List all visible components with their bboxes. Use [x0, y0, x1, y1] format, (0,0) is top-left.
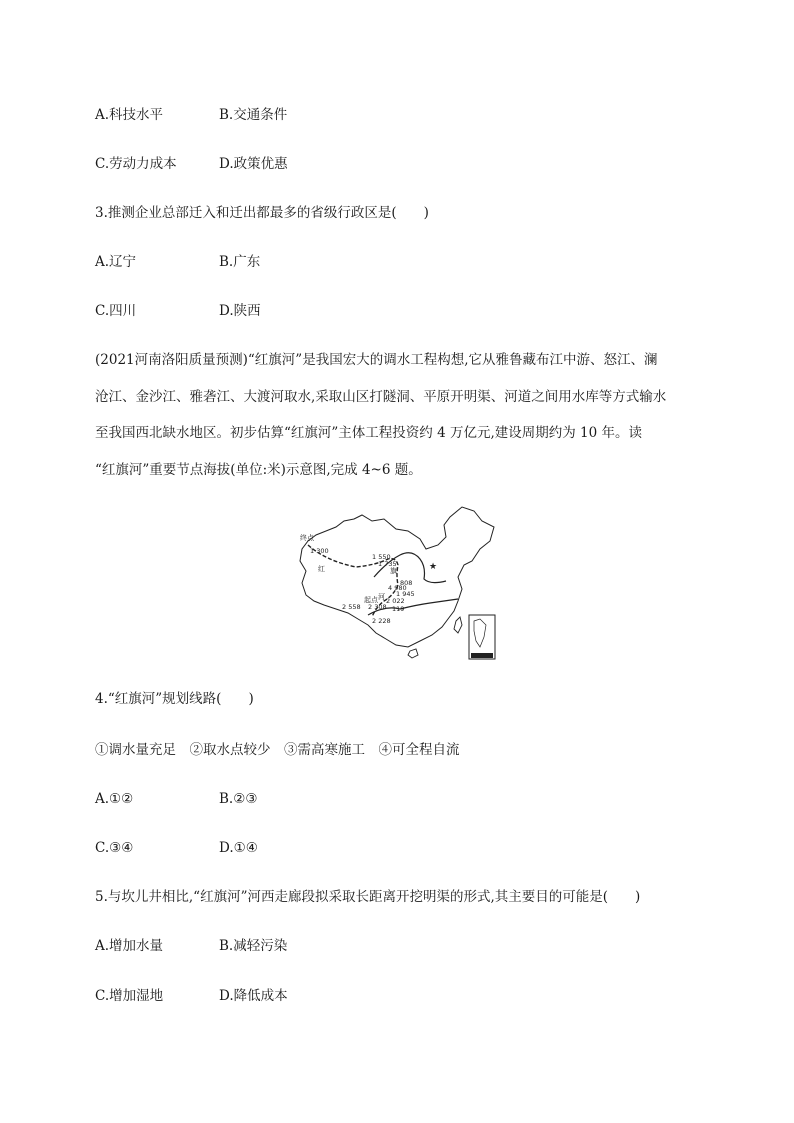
q2-option-b: B.交通条件 [219, 107, 288, 123]
q4-choices: ①调水量充足 ②取水点较少 ③需高寒施工 ④可全程自流 [95, 742, 460, 758]
q2-option-c: C.劳动力成本 [95, 156, 177, 172]
q4-option-b: B.②③ [219, 791, 258, 807]
map-elev-2308: 2 308 [368, 603, 387, 611]
passage-line-2: 沧江、金沙江、雅砻江、大渡河取水,采取山区打隧洞、平原开明渠、河道之间用水库等方式输水 [95, 389, 667, 405]
taiwan-island [454, 617, 462, 633]
map-label-end: 终点 [300, 534, 314, 542]
passage-line-3: 至我国西北缺水地区。初步估算“红旗河”主体工程投资约 4 万亿元,建设周期约为 10 年。读 [95, 425, 643, 441]
map-elev-1550: 1 550 [372, 553, 391, 561]
map-elev-2558: 2 558 [342, 603, 361, 611]
map-elev-4980: 4 980 [388, 584, 407, 592]
q5-option-c: C.增加湿地 [95, 988, 164, 1004]
map-river-char-2: 旗 [390, 567, 397, 575]
map-label-start: 起点 [364, 596, 378, 604]
map-elev-1300: 1 300 [310, 547, 329, 555]
q2-option-d: D.政策优惠 [219, 156, 288, 172]
south-china-sea-inset [469, 615, 495, 659]
hainan-island [408, 649, 418, 658]
q3-option-d: D.陕西 [219, 303, 261, 319]
q4-option-a: A.①② [95, 791, 134, 807]
map-elev-1735: 1 735 [378, 560, 397, 568]
map-elev-2022: 2 022 [386, 597, 405, 605]
q3-option-c: C.四川 [95, 303, 137, 319]
map-elev-2228: 2 228 [372, 617, 391, 625]
map-elev-1945: 1 945 [396, 590, 415, 598]
q3-option-b: B.广东 [219, 254, 261, 270]
q4-stem: 4.“红旗河”规划线路( ) [95, 691, 254, 707]
q2-option-a: A.科技水平 [95, 107, 164, 123]
q3-option-a: A.辽宁 [95, 254, 137, 270]
capital-star-icon: ★ [429, 562, 438, 572]
q5-option-d: D.降低成本 [219, 988, 288, 1004]
map-elev-119: 119 [392, 605, 405, 613]
hongqi-river-map [296, 505, 498, 661]
q5-option-b: B.减轻污染 [219, 938, 288, 954]
q5-stem: 5.与坎儿井相比,“红旗河”河西走廊段拟采取长距离开挖明渠的形式,其主要目的可能是( ) [95, 889, 641, 905]
map-river-char-1: 红 [318, 565, 325, 573]
q4-option-c: C.③④ [95, 840, 134, 856]
q5-option-a: A.增加水量 [95, 938, 164, 954]
map-river-char-3: 河 [378, 593, 385, 601]
passage-line-4: “红旗河”重要节点海拔(单位:米)示意图,完成 4~6 题。 [95, 462, 422, 478]
map-elev-808: 808 [400, 579, 413, 587]
q4-option-d: D.①④ [219, 840, 258, 856]
q3-stem: 3.推测企业总部迁入和迁出都最多的省级行政区是( ) [95, 205, 429, 221]
passage-line-1: (2021河南洛阳质量预测)“红旗河”是我国宏大的调水工程构想,它从雅鲁藏布江中游、怒江、澜 [95, 352, 658, 368]
